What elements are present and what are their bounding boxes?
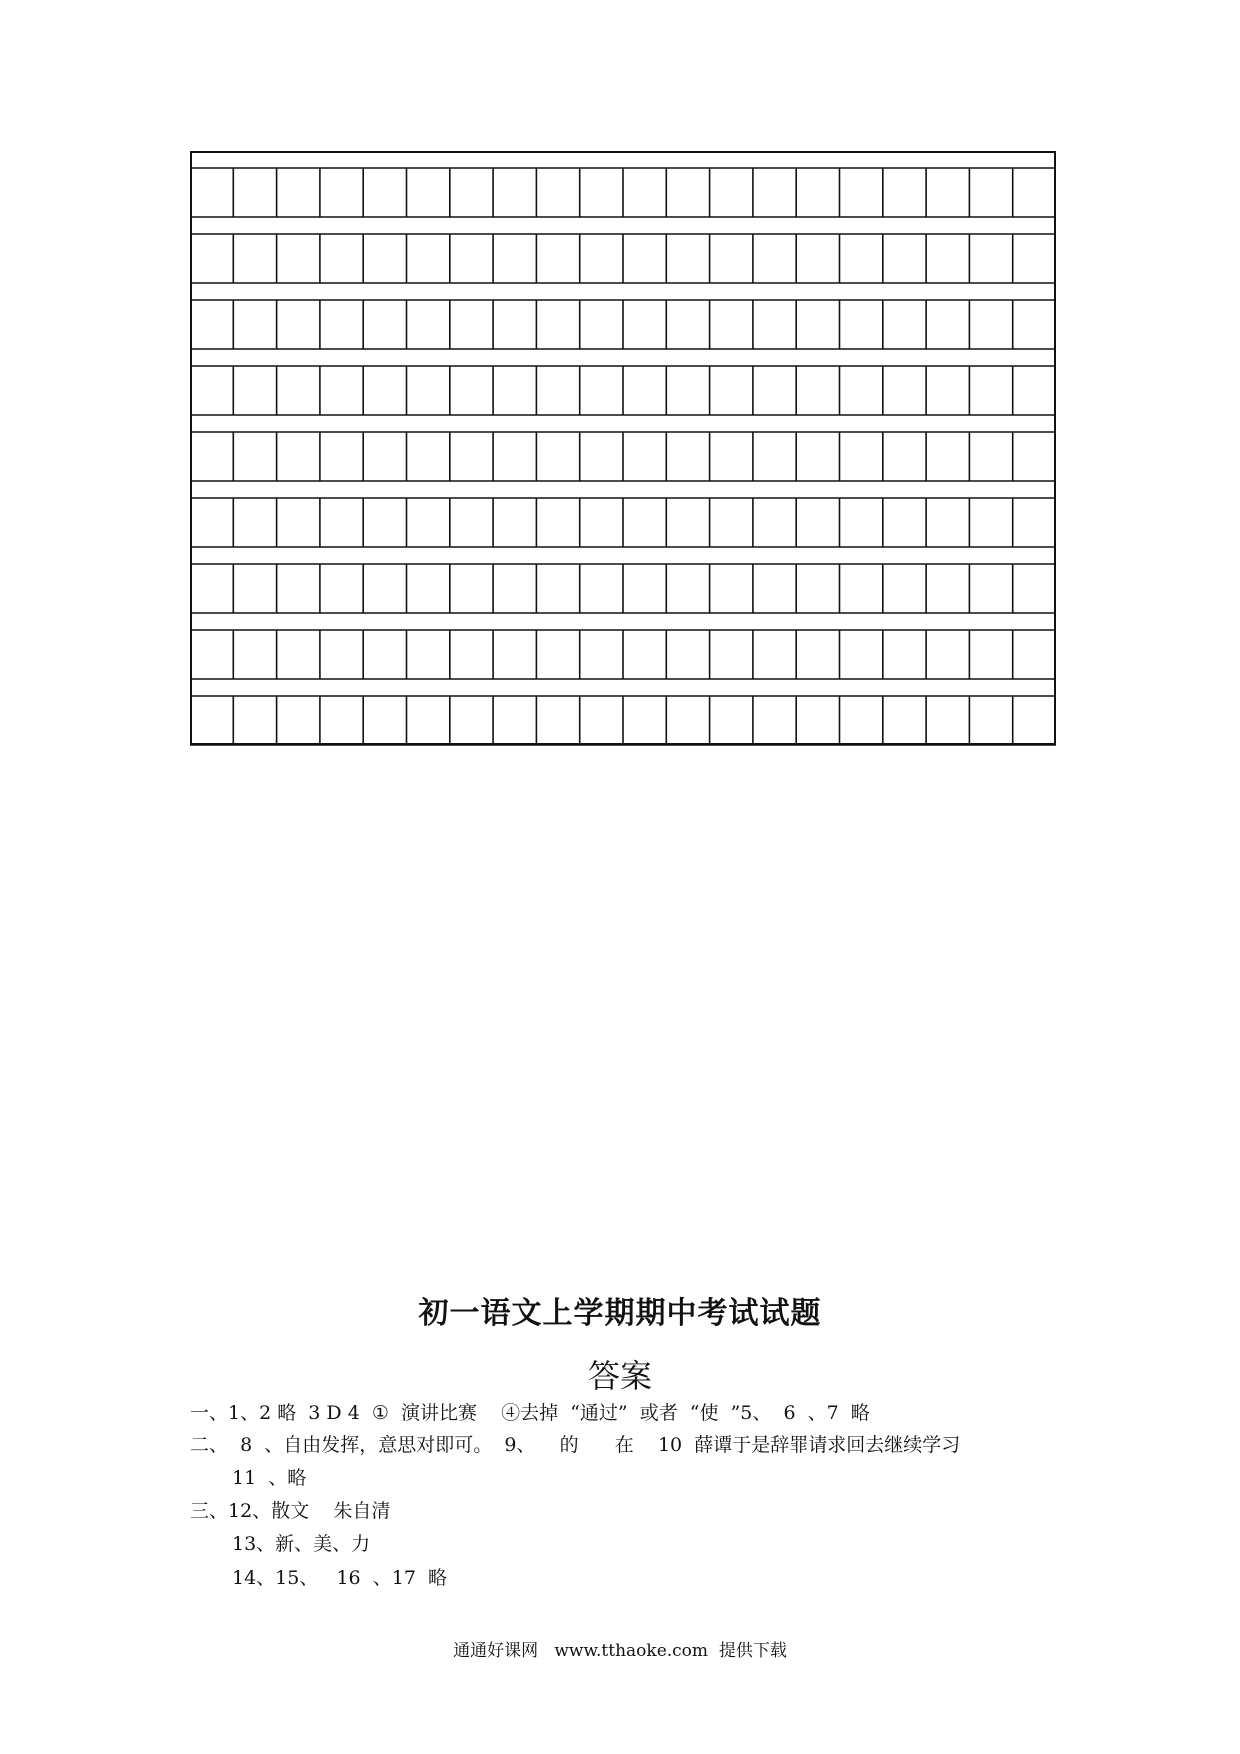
answer-line-5: 13、新、美、力 <box>232 1533 371 1555</box>
answer-line-4: 三、12、散文 朱自清 <box>190 1500 391 1522</box>
footer-source-note: 通通好课网 www.tthaoke.com 提供下载 <box>453 1641 787 1661</box>
answer-heading: 答案 <box>587 1357 652 1395</box>
writing-grid-lines <box>190 151 1056 749</box>
document-title: 初一语文上学期期中考试试题 <box>418 1296 822 1331</box>
answer-line-1: 一、1、2 略 3 D 4 ① 演讲比赛 ④去掉 “通过” 或者 “使 ”5、 6 、7 略 <box>190 1402 870 1424</box>
answer-line-3: 11 、略 <box>232 1467 307 1489</box>
writing-grid <box>190 151 1056 749</box>
answer-line-2: 二、 8 、自由发挥，意思对即可。 9、 的 在 10 薛谭于是辞罪请求回去继续学习 <box>190 1434 961 1456</box>
answer-line-6: 14、15、 16 、17 略 <box>232 1567 447 1589</box>
